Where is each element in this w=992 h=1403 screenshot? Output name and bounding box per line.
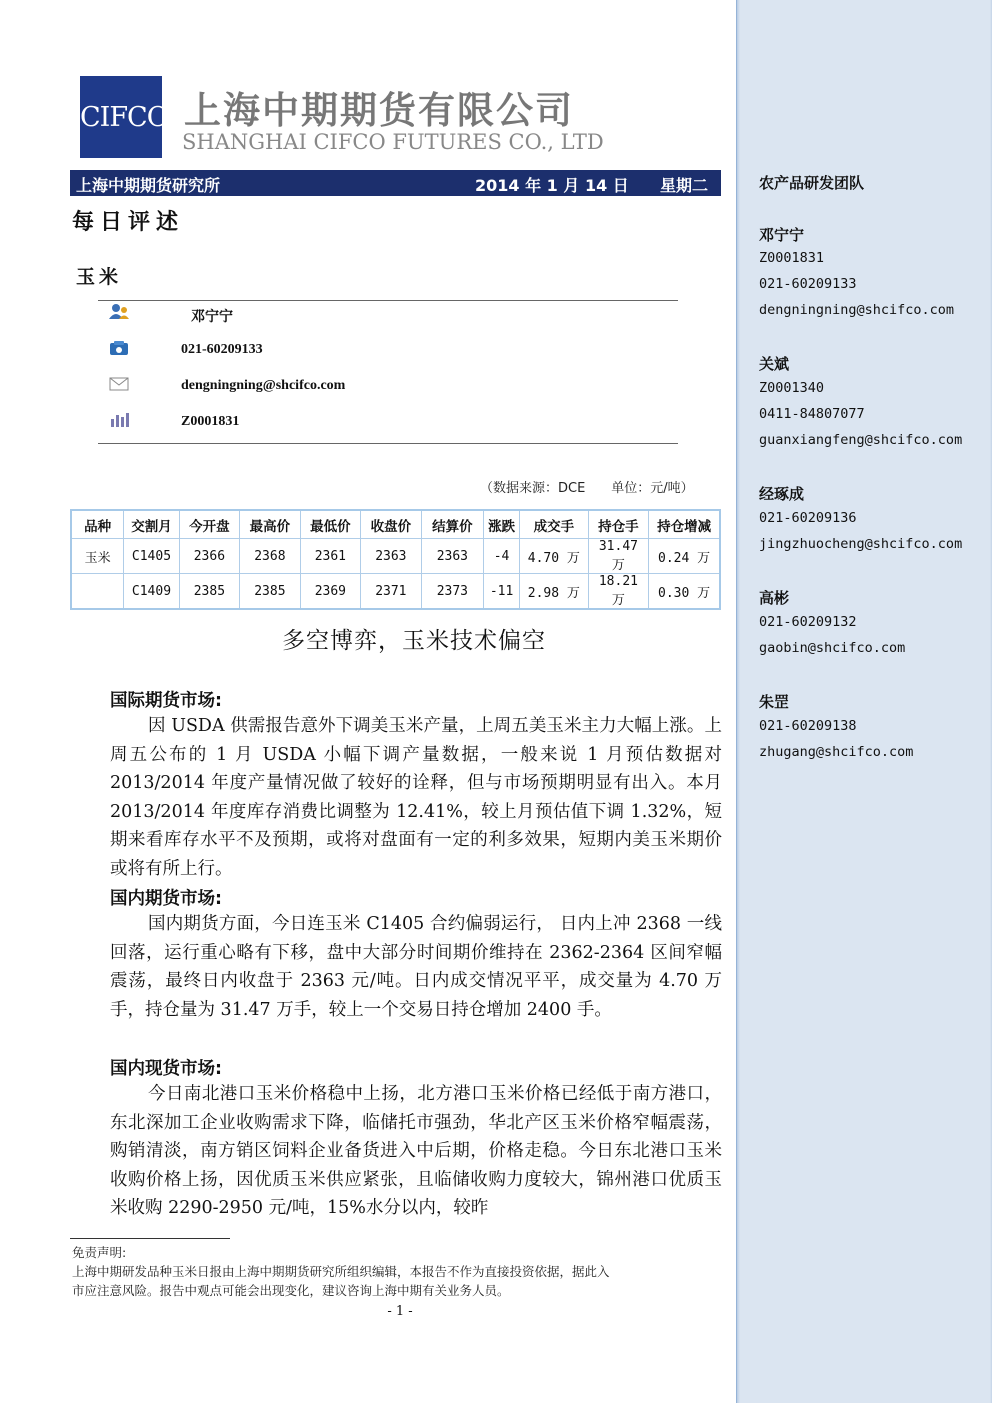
paragraph-domestic-spot: 今日南北港口玉米价格稳中上扬，北方港口玉米价格已经低于南方港口，东北深加工企业收购需求下降，临储托市强劲，华北产区玉米价格窄幅震荡，购销清淡，南方销区饲料企业备货进入中后期，价格走稳。今日东北港口玉米收购价格上扬，因优质玉米供应紧张，且临储收购力度较大，锦州港口优质玉米收购 2290-2950 元/吨，15%水分以内，较昨 xyxy=(110,1084,722,1218)
page-number: - 1 - xyxy=(387,1304,413,1319)
sidebar-member-name: 经琢成 xyxy=(759,485,805,503)
table-header-cell: 持仓增减 xyxy=(649,510,720,539)
table-cell: 2373 xyxy=(421,574,484,610)
table-header-cell: 交割月 xyxy=(124,510,179,539)
report-weekday: 星期二 xyxy=(660,176,709,195)
table-header-cell: 最低价 xyxy=(300,510,360,539)
disclaimer-text: 市应注意风险。报告中观点可能会出现变化，建议咨询上海中期有关业务人员。 xyxy=(72,1283,510,1298)
author-name: 邓宁宁 xyxy=(191,310,233,325)
sidebar-member-name: 邓宁宁 xyxy=(759,226,805,244)
sidebar-member-phone: 021-60209133 xyxy=(759,276,857,292)
sidebar-member-email[interactable]: dengningning@shcifco.com xyxy=(759,302,955,318)
report-date: 2014 年 1 月 14 日 xyxy=(475,176,629,195)
footnote-divider xyxy=(70,1238,230,1239)
table-header-cell: 收盘价 xyxy=(361,510,421,539)
article-title: 多空博弈，玉米技术偏空 xyxy=(282,628,546,654)
sidebar-member-name: 高彬 xyxy=(759,589,790,607)
disclaimer-label: 免责声明: xyxy=(72,1245,127,1260)
table-row xyxy=(71,539,720,574)
author-email[interactable]: dengningning@shcifco.com xyxy=(181,378,346,393)
table-cell: 2.98 万 xyxy=(520,574,589,610)
table-header-row xyxy=(71,510,720,539)
table-header-cell: 涨跌 xyxy=(484,510,520,539)
table-cell: C1409 xyxy=(124,574,179,610)
author-phone: 021-60209133 xyxy=(181,342,263,357)
sidebar-member-license: Z0001340 xyxy=(759,380,825,396)
person-icon xyxy=(109,303,129,319)
paragraph-international: 因 USDA 供需报告意外下调美玉米产量，上周五美玉米主力大幅上涨。上周五公布的 1 月 USDA 小幅下调产量数据，一般来说 1 月预估数据对 2013/2014 年度产量情况做了较好的诠释，但与市场预期明显有出入。本月 2013/2014 年度库存消费比调整为 12.41%，较上月预估值下调 1.32%，短期来看库存水平不及预期，或将对盘面有一定的利多效果，短期内美玉米期价或将有所上行。 xyxy=(110,716,722,879)
table-row xyxy=(71,574,720,610)
sidebar-member-email[interactable]: zhugang@shcifco.com xyxy=(759,744,914,760)
company-name-en: SHANGHAI CIFCO FUTURES CO., LTD xyxy=(182,130,604,154)
table-cell: 2363 xyxy=(421,539,484,574)
table-cell: 2366 xyxy=(179,539,239,574)
divider xyxy=(98,300,678,301)
table-cell: -11 xyxy=(484,574,520,610)
table-cell: 玉米 xyxy=(71,539,124,574)
table-cell: 4.70 万 xyxy=(520,539,589,574)
sidebar-member-phone: 021-60209136 xyxy=(759,510,857,526)
company-name-cn: 上海中期期货有限公司 xyxy=(184,89,574,132)
table-cell: -4 xyxy=(484,539,520,574)
table-cell xyxy=(71,574,124,610)
sidebar-member-email[interactable]: jingzhuocheng@shcifco.com xyxy=(759,536,963,552)
sidebar-member-name: 朱罡 xyxy=(759,693,790,711)
section-heading-domestic-futures: 国内期货市场: xyxy=(110,889,222,909)
sidebar-member-name: 关斌 xyxy=(759,355,790,373)
divider xyxy=(98,443,678,444)
table-cell: 18.21 万 xyxy=(588,574,648,610)
table-cell: 2368 xyxy=(240,539,300,574)
table-header-cell: 今开盘 xyxy=(179,510,239,539)
table-header-cell: 品种 xyxy=(71,510,124,539)
section-heading-domestic-spot: 国内现货市场: xyxy=(110,1059,222,1079)
section-heading-international: 国际期货市场: xyxy=(110,691,222,711)
table-header-cell: 最高价 xyxy=(240,510,300,539)
disclaimer-text: 上海中期研发品种玉米日报由上海中期期货研究所组织编辑，本报告不作为直接投资依据，据此入 xyxy=(72,1264,610,1279)
sidebar-member-email[interactable]: gaobin@shcifco.com xyxy=(759,640,906,656)
table-cell: 2363 xyxy=(361,539,421,574)
table-header-cell: 成交手 xyxy=(520,510,589,539)
table-cell: 31.47 万 xyxy=(588,539,648,574)
table-cell: 2361 xyxy=(300,539,360,574)
table-cell: 0.30 万 xyxy=(649,574,720,610)
table-cell: 0.24 万 xyxy=(649,539,720,574)
sidebar-member-license: Z0001831 xyxy=(759,250,825,266)
table-cell: C1405 xyxy=(124,539,179,574)
quote-table xyxy=(70,509,721,610)
institute-name: 上海中期期货研究所 xyxy=(76,176,221,195)
table-cell: 2385 xyxy=(179,574,239,610)
sidebar-member-phone: 021-60209138 xyxy=(759,718,857,734)
chart-icon xyxy=(109,411,129,427)
mail-icon xyxy=(109,376,129,392)
sidebar-member-phone: 0411-84807077 xyxy=(759,406,865,422)
product-heading: 玉米 xyxy=(76,266,123,288)
phone-icon xyxy=(109,340,129,356)
section-heading: 每日评述 xyxy=(72,210,185,235)
paragraph-domestic-futures: 国内期货方面，今日连玉米 C1405 合约偏弱运行， 日内上冲 2368 一线回落，运行重心略有下移，盘中大部分时间期价维持在 2362-2364 区间窄幅震荡，最终日内收盘于 2363 元/吨。日内成交情况平平，成交量为 4.70 万手，持仓量为 31.47 万手，较上一个交易日持仓增加 2400 手。 xyxy=(110,914,722,1020)
data-source-note: （数据来源：DCE 单位：元/吨） xyxy=(480,481,694,496)
table-cell: 2385 xyxy=(240,574,300,610)
sidebar-member-phone: 021-60209132 xyxy=(759,614,857,630)
author-license: Z0001831 xyxy=(181,414,240,429)
table-header-cell: 结算价 xyxy=(421,510,484,539)
header-bar xyxy=(70,170,721,196)
table-cell: 2371 xyxy=(361,574,421,610)
sidebar-member-email[interactable]: guanxiangfeng@shcifco.com xyxy=(759,432,963,448)
logo-mark: CIFCO xyxy=(80,102,168,133)
table-cell: 2369 xyxy=(300,574,360,610)
table-header-cell: 持仓手 xyxy=(588,510,648,539)
sidebar-team-title: 农产品研发团队 xyxy=(759,174,865,192)
